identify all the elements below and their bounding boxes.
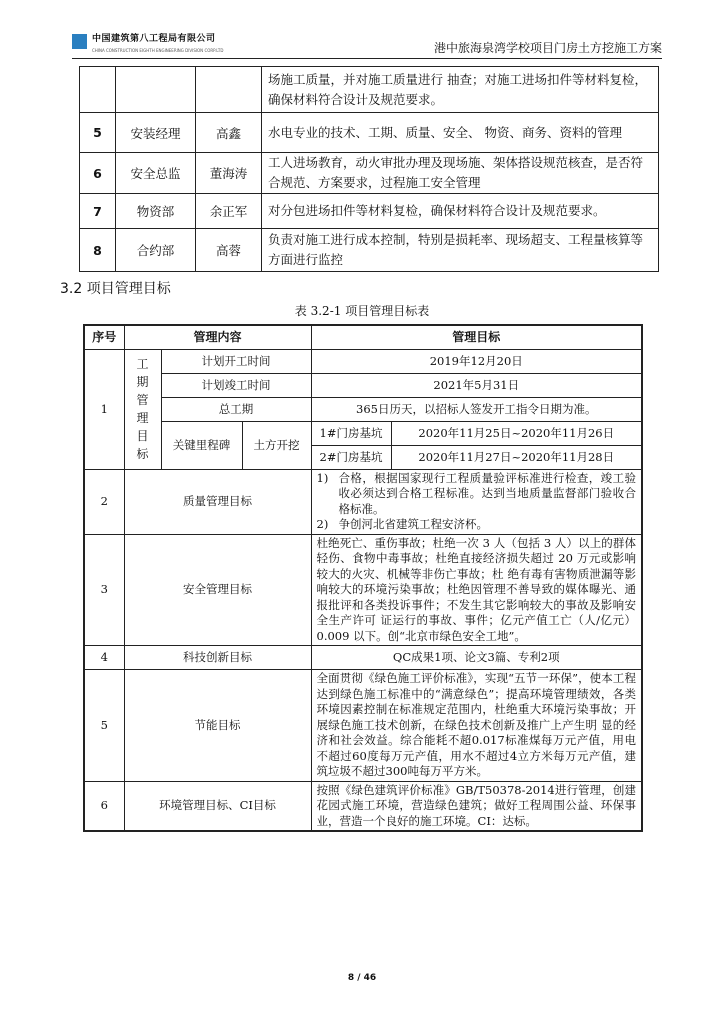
company-name: 中国建筑第八工程局有限公司: [92, 34, 216, 44]
table-row: 2#门房基坑 2020年11月27日~2020年11月28日: [84, 445, 642, 469]
table-row: 6 环境管理目标、CI目标 按照《绿色建筑评价标准》GB/T50378-2014进行管理，创建花园式施工环境，营造绿色建筑；做好工程周围公益、环保事业，营造一个良好的施工环境。CI：达标。: [84, 781, 642, 831]
schedule-group-label: 工期管理目标: [136, 357, 149, 461]
company-logo-icon: [72, 34, 87, 49]
table-row: 5 安装经理 高鑫 水电专业的技术、工期、质量、安全、 物资、商务、资料的管理: [80, 113, 659, 153]
section-heading: 3.2 项目管理目标: [60, 281, 171, 297]
page-body: [0, 66, 724, 832]
table-row: 3 安全管理目标 杜绝死亡、重伤事故；杜绝一次 3 人（包括 3 人）以上的群体轻伤、食物中毒事故；杜绝直接经济损失超过 20 万元或影响较大的火灾、机械等非伤亡事故；杜 绝有毒有害物质泄漏等影响较大的环境污染事故；杜绝因管理不善导致的媒体曝光、通报批评和各类投诉事件；不发生其它影响较大的事故及影响安全生产许可 证运行的事故、事件；亿元产值工亡（人/亿元）0.009 以下。创“北京市绿色安全工地”。: [84, 534, 642, 646]
page-number: 8 / 46: [347, 973, 377, 983]
table-row: 8 合约部 高蓉 负责对施工进行成本控制，特别是损耗率、现场超支、工程量核算等方面进行监控: [80, 229, 659, 272]
table-row: 4 科技创新目标 QC成果1项、论文3篇、专利2项: [84, 646, 642, 670]
table-header-row: 序号 管理内容 管理目标: [84, 325, 642, 349]
table-row: 计划竣工时间 2021年5月31日: [84, 373, 642, 397]
page-header: [72, 34, 662, 59]
company-name-en: CHINA CONSTRUCTION EIGHTH ENGINEERING DIVISION CORP.LTD: [92, 48, 224, 53]
table-caption: 表 3.2-1 项目管理目标表: [294, 304, 430, 318]
list-item: 1) 合格，根据国家现行工程质量验评标准进行检查，竣工验收必须达到合格工程标准。达到当地质量监督部门验收合格标准。: [316, 470, 636, 516]
list-item: 2) 争创河北省建筑工程安济杯。: [316, 517, 489, 531]
table-row: 关键里程碑 土方开挖 1#门房基坑 2020年11月25日~2020年11月26日: [84, 421, 642, 445]
table-row: 7 物资部 余正军 对分包进场扣件等材料复检，确保材料符合设计及规范要求。: [80, 194, 659, 229]
duty-text: 对分包进场扣件等材料复检，确保材料符合设计及规范要求。: [262, 194, 659, 229]
duty-text: 场施工质量，并对施工质量进行 抽查；对施工进场扣件等材料复检，确保材料符合设计及规范要求。: [262, 67, 659, 113]
responsibility-table: [79, 66, 659, 272]
duty-text: 工人进场教育，动火审批办理及现场施、架体搭设规范核查，是否符合规范、方案要求，过程施工安全管理: [262, 153, 659, 194]
table-row: 1 工期管理目标 计划开工时间 2019年12月20日: [84, 349, 642, 373]
management-targets-table: [83, 324, 643, 832]
table-row: 2 质量管理目标 1) 合格，根据国家现行工程质量验评标准进行检查，竣工验收必须达到合格工程标准。达到当地质量监督部门验收合格标准。 2) 争创河北省建筑工程安济杯。: [84, 469, 642, 534]
table-row: 5 节能目标 全面贯彻《绿色施工评价标准》，实现“五节一环保”，使本工程达到绿色施工标准中的“满意绿色”；提高环境管理绩效，各类环境因素控制在标准规定范围内，杜绝重大环境污染事故；开展绿色施工技术创新，在绿色技术创新及推广上产生明 显的经济和社会效益。综合能耗不超0.017标准煤每万元产值，用电不超过60度每万元产值，用水不超过4立方米每万元产值，建筑垃圾不超过300吨每万平方米。: [84, 670, 642, 782]
document-title: 港中旅海泉湾学校项目门房土方挖施工方案: [433, 41, 662, 55]
table-row: 总工期 365日历天，以招标人签发开工指令日期为准。: [84, 397, 642, 421]
duty-text: 水电专业的技术、工期、质量、安全、 物资、商务、资料的管理: [262, 113, 659, 153]
duty-text: 负责对施工进行成本控制，特别是损耗率、现场超支、工程量核算等方面进行监控: [262, 229, 659, 272]
table-row: 6 安全总监 董海涛 工人进场教育，动火审批办理及现场施、架体搭设规范核查，是否符合规范、方案要求，过程施工安全管理: [80, 153, 659, 194]
table-row: [80, 67, 659, 113]
